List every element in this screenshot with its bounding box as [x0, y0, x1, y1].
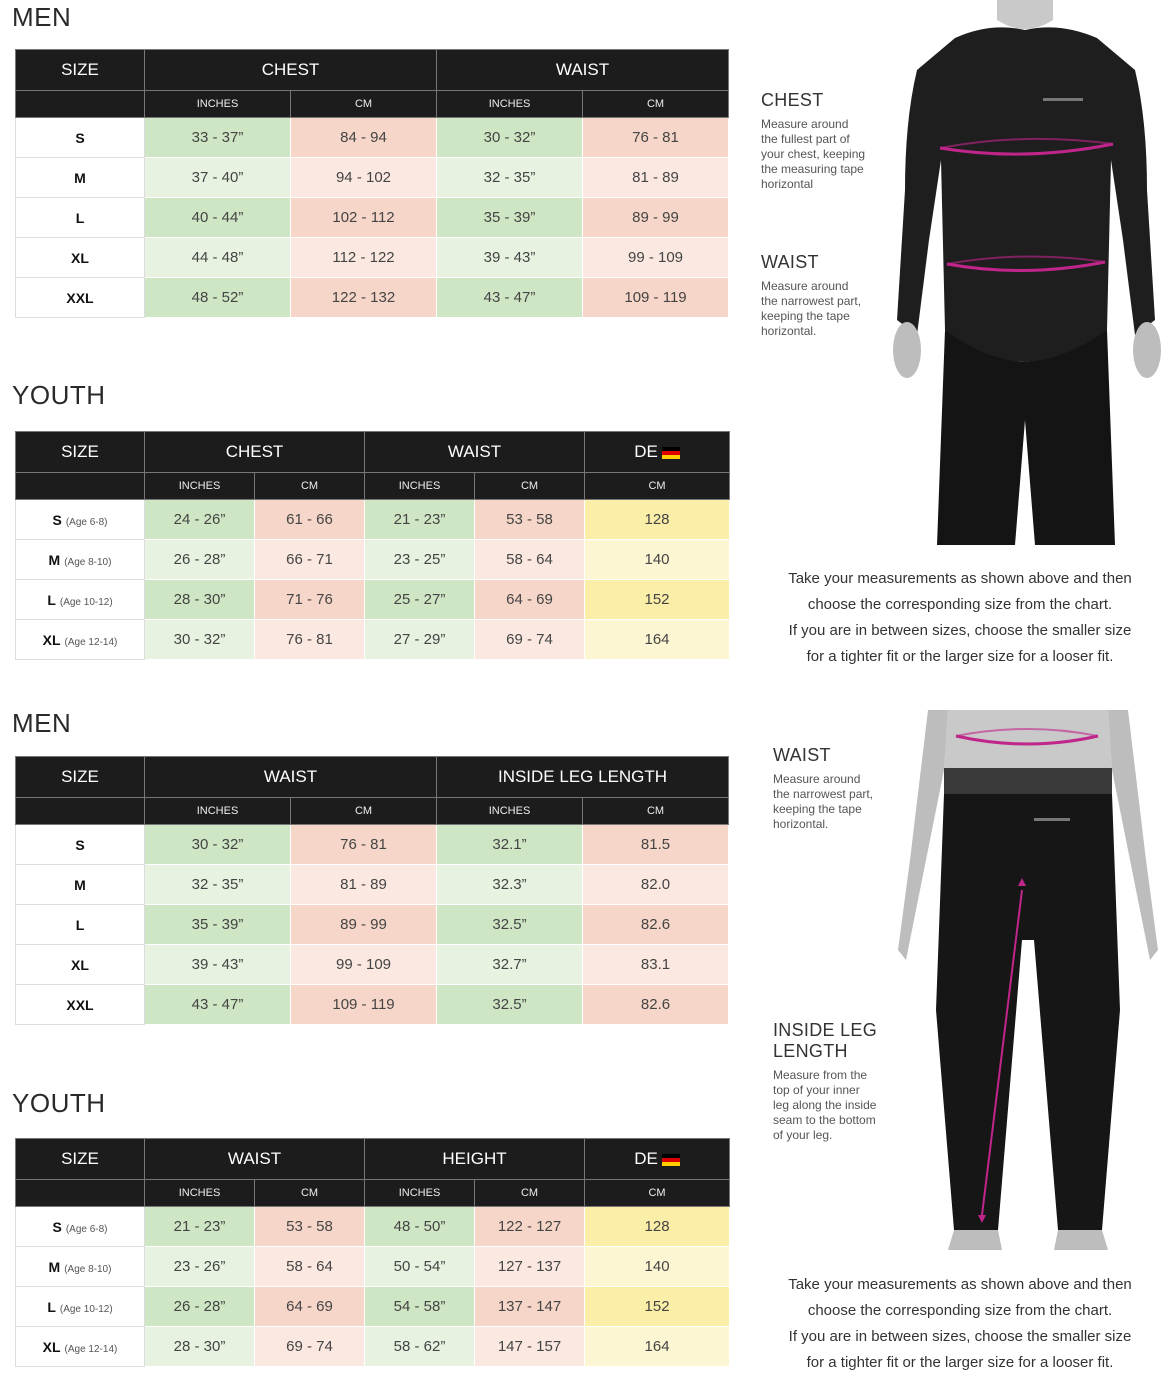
table-row	[16, 1207, 730, 1247]
table-cell: 82.6	[583, 985, 729, 1025]
neck-skin	[997, 0, 1053, 29]
table-cell: 128	[585, 500, 730, 540]
table-cell: 28 - 30”	[145, 580, 255, 620]
caption-line: for a tighter fit or the larger size for a looser fit.	[806, 1354, 1114, 1371]
table-cell: 164	[585, 620, 730, 660]
desc-line: Measure around	[761, 279, 849, 293]
subheader-blank	[16, 798, 145, 825]
table-cell: 61 - 66	[255, 500, 365, 540]
caption-line: If you are in between sizes, choose the smaller size	[788, 622, 1132, 639]
desc-line: keeping the tape	[761, 309, 850, 323]
desc-line: Measure from the	[773, 1068, 868, 1082]
size-age: (Age 12-14)	[64, 1343, 118, 1355]
desc-line: keeping the tape	[773, 802, 862, 816]
table-cell: 81.5	[583, 825, 729, 865]
brand-logo	[1043, 98, 1083, 101]
subheader-cm: CM	[475, 473, 585, 500]
waist-measure-instruction-bottom	[773, 745, 913, 832]
size-code: XL	[42, 1338, 61, 1355]
table-cell: 76 - 81	[583, 118, 729, 158]
subheader-inches: INCHES	[145, 473, 255, 500]
table-cell: 140	[585, 1247, 730, 1287]
size-code: S	[52, 1218, 62, 1235]
section-title-men-bottom: MEN	[12, 708, 72, 738]
header-size: SIZE	[16, 757, 145, 798]
table-cell: 32.3”	[437, 865, 583, 905]
left-foot	[948, 1230, 1002, 1250]
table-cell: 53 - 58	[255, 1207, 365, 1247]
table-cell: 32.1”	[437, 825, 583, 865]
desc-line: horizontal.	[761, 324, 817, 338]
left-hand	[893, 322, 921, 378]
size-label	[16, 620, 145, 660]
waist-measure-title: WAIST	[773, 745, 831, 765]
subheader-cm: CM	[255, 1180, 365, 1207]
waist-measure-desc	[761, 279, 901, 339]
table-row	[16, 825, 729, 865]
men-top-size-table	[15, 49, 729, 318]
desc-line: the narrowest part,	[773, 787, 874, 801]
size-code: XL	[42, 631, 61, 648]
table-cell: 69 - 74	[475, 620, 585, 660]
table-row	[16, 500, 730, 540]
table-cell: 64 - 69	[255, 1287, 365, 1327]
header-size: SIZE	[16, 50, 145, 91]
size-label	[16, 500, 145, 540]
inside-leg-measure-desc	[773, 1068, 913, 1143]
table-cell: 33 - 37”	[145, 118, 291, 158]
chest-measure-title: CHEST	[761, 90, 824, 110]
table-row	[16, 158, 729, 198]
size-label	[16, 1287, 145, 1327]
size-label	[16, 1207, 145, 1247]
table-cell: 21 - 23”	[145, 1207, 255, 1247]
table-cell: 71 - 76	[255, 580, 365, 620]
table-cell: 89 - 99	[583, 198, 729, 238]
subheader-cm: CM	[583, 91, 729, 118]
table-cell: 69 - 74	[255, 1327, 365, 1367]
table-cell: 30 - 32”	[145, 825, 291, 865]
desc-line: your chest, keeping	[761, 147, 866, 161]
subheader-cm: CM	[291, 798, 437, 825]
header-de	[585, 1139, 730, 1180]
table-cell: 83.1	[583, 945, 729, 985]
waist-measure-instruction-top	[761, 252, 901, 339]
right-foot	[1054, 1230, 1108, 1250]
shirt-model-illustration	[885, 0, 1167, 545]
german-flag-icon	[662, 1154, 680, 1166]
desc-line: Measure around	[761, 117, 849, 131]
tights-model-illustration	[898, 710, 1158, 1250]
desc-line: the measuring tape	[761, 162, 864, 176]
table-row	[16, 198, 729, 238]
table-cell: 50 - 54”	[365, 1247, 475, 1287]
table-cell: 30 - 32”	[437, 118, 583, 158]
title-line: LENGTH	[773, 1041, 848, 1061]
header-waist: WAIST	[365, 432, 585, 473]
section-title-youth-bottom: YOUTH	[12, 1088, 106, 1118]
table-cell: 137 - 147	[475, 1287, 585, 1327]
subheader-inches: INCHES	[437, 91, 583, 118]
header-waist: WAIST	[145, 757, 437, 798]
table-row	[16, 905, 729, 945]
tights-body	[936, 794, 1120, 1230]
table-cell: 32.5”	[437, 985, 583, 1025]
subheader-inches: INCHES	[365, 1180, 475, 1207]
table-cell: 102 - 112	[291, 198, 437, 238]
table-row	[16, 540, 730, 580]
table-cell: 82.6	[583, 905, 729, 945]
table-cell: 35 - 39”	[145, 905, 291, 945]
desc-line: seam to the bottom	[773, 1113, 876, 1127]
subheader-cm: CM	[291, 91, 437, 118]
table-cell: 48 - 50”	[365, 1207, 475, 1247]
youth-top-size-table	[15, 431, 730, 660]
waist-measure-desc	[773, 772, 913, 832]
table-cell: 147 - 157	[475, 1327, 585, 1367]
size-code: L	[47, 1298, 56, 1315]
table-cell: 48 - 52”	[145, 278, 291, 318]
caption-line: If you are in between sizes, choose the smaller size	[788, 1328, 1132, 1345]
german-flag-icon	[662, 447, 680, 459]
subheader-inches: INCHES	[145, 1180, 255, 1207]
caption-line: for a tighter fit or the larger size for a looser fit.	[806, 648, 1114, 665]
table-row	[16, 1327, 730, 1367]
waistband	[944, 768, 1112, 794]
caption-line: choose the corresponding size from the chart.	[807, 596, 1113, 613]
shirt-body	[897, 27, 1155, 362]
size-label: S	[16, 825, 145, 865]
table-row	[16, 620, 730, 660]
table-cell: 58 - 62”	[365, 1327, 475, 1367]
table-cell: 99 - 109	[291, 945, 437, 985]
table-cell: 164	[585, 1327, 730, 1367]
header-de-label: DE	[634, 1149, 658, 1168]
header-de	[585, 432, 730, 473]
section-title-youth-top: YOUTH	[12, 380, 106, 410]
table-cell: 66 - 71	[255, 540, 365, 580]
table-cell: 26 - 28”	[145, 540, 255, 580]
table-cell: 89 - 99	[291, 905, 437, 945]
size-label: S	[16, 118, 145, 158]
youth-bottom-size-table	[15, 1138, 730, 1367]
header-waist: WAIST	[437, 50, 729, 91]
table-cell: 122 - 127	[475, 1207, 585, 1247]
table-row	[16, 1287, 730, 1327]
desc-line: horizontal.	[773, 817, 829, 831]
table-cell: 39 - 43”	[437, 238, 583, 278]
subheader-cm: CM	[583, 798, 729, 825]
title-line: INSIDE LEG	[773, 1020, 878, 1040]
chest-measure-instruction	[761, 90, 901, 192]
table-row	[16, 238, 729, 278]
table-cell: 26 - 28”	[145, 1287, 255, 1327]
table-cell: 81 - 89	[583, 158, 729, 198]
header-inside-leg-length: INSIDE LEG LENGTH	[437, 757, 729, 798]
subheader-inches: INCHES	[437, 798, 583, 825]
table-cell: 76 - 81	[255, 620, 365, 660]
table-cell: 112 - 122	[291, 238, 437, 278]
table-cell: 40 - 44”	[145, 198, 291, 238]
table-cell: 53 - 58	[475, 500, 585, 540]
subheader-blank	[16, 1180, 145, 1207]
table-cell: 27 - 29”	[365, 620, 475, 660]
table-cell: 94 - 102	[291, 158, 437, 198]
desc-line: leg along the inside	[773, 1098, 877, 1112]
table-cell: 128	[585, 1207, 730, 1247]
table-row	[16, 865, 729, 905]
table-cell: 32 - 35”	[145, 865, 291, 905]
subheader-cm: CM	[475, 1180, 585, 1207]
subheader-inches: INCHES	[145, 798, 291, 825]
desc-line: of your leg.	[773, 1128, 833, 1142]
table-row	[16, 985, 729, 1025]
table-cell: 28 - 30”	[145, 1327, 255, 1367]
size-label: XXL	[16, 278, 145, 318]
subheader-inches: INCHES	[145, 91, 291, 118]
table-cell: 109 - 119	[583, 278, 729, 318]
table-cell: 58 - 64	[475, 540, 585, 580]
table-row	[16, 118, 729, 158]
size-code: S	[52, 511, 62, 528]
size-label	[16, 1247, 145, 1287]
size-label: L	[16, 905, 145, 945]
size-label: M	[16, 158, 145, 198]
subheader-cm: CM	[255, 473, 365, 500]
desc-line: horizontal	[761, 177, 814, 191]
measurement-caption-bottom	[760, 1272, 1160, 1376]
table-cell: 84 - 94	[291, 118, 437, 158]
caption-line: Take your measurements as shown above and then	[788, 1276, 1132, 1293]
men-bottom-size-table	[15, 756, 729, 1025]
size-code: M	[48, 1258, 61, 1275]
table-cell: 54 - 58”	[365, 1287, 475, 1327]
table-cell: 44 - 48”	[145, 238, 291, 278]
table-cell: 127 - 137	[475, 1247, 585, 1287]
right-hand	[1133, 322, 1161, 378]
brand-logo	[1034, 818, 1070, 821]
table-cell: 76 - 81	[291, 825, 437, 865]
header-size: SIZE	[16, 432, 145, 473]
section-title-men-top: MEN	[12, 2, 72, 32]
table-cell: 25 - 27”	[365, 580, 475, 620]
table-cell: 152	[585, 1287, 730, 1327]
size-label: M	[16, 865, 145, 905]
inside-leg-measure-instruction	[773, 1020, 913, 1143]
header-chest: CHEST	[145, 432, 365, 473]
table-cell: 58 - 64	[255, 1247, 365, 1287]
table-cell: 99 - 109	[583, 238, 729, 278]
size-label: XL	[16, 945, 145, 985]
table-row	[16, 1247, 730, 1287]
table-cell: 23 - 26”	[145, 1247, 255, 1287]
table-cell: 37 - 40”	[145, 158, 291, 198]
table-row	[16, 580, 730, 620]
size-label: XXL	[16, 985, 145, 1025]
subheader-cm: CM	[585, 473, 730, 500]
table-cell: 35 - 39”	[437, 198, 583, 238]
waist-measure-title: WAIST	[761, 252, 819, 272]
size-label	[16, 580, 145, 620]
caption-line: Take your measurements as shown above and then	[788, 570, 1132, 587]
table-cell: 23 - 25”	[365, 540, 475, 580]
size-code: M	[48, 551, 61, 568]
subheader-blank	[16, 473, 145, 500]
table-cell: 21 - 23”	[365, 500, 475, 540]
table-cell: 122 - 132	[291, 278, 437, 318]
pants-body	[937, 330, 1115, 545]
size-age: (Age 10-12)	[59, 1303, 113, 1315]
measurement-caption-top	[760, 566, 1160, 670]
header-size: SIZE	[16, 1139, 145, 1180]
size-label: XL	[16, 238, 145, 278]
size-label	[16, 1327, 145, 1367]
desc-line: the fullest part of	[761, 132, 850, 146]
subheader-cm: CM	[585, 1180, 730, 1207]
table-cell: 24 - 26”	[145, 500, 255, 540]
table-cell: 32 - 35”	[437, 158, 583, 198]
size-age: (Age 10-12)	[59, 596, 113, 608]
size-age: (Age 6-8)	[65, 516, 108, 528]
table-cell: 81 - 89	[291, 865, 437, 905]
table-cell: 43 - 47”	[145, 985, 291, 1025]
table-cell: 39 - 43”	[145, 945, 291, 985]
desc-line: Measure around	[773, 772, 861, 786]
table-row	[16, 945, 729, 985]
header-height: HEIGHT	[365, 1139, 585, 1180]
size-age: (Age 12-14)	[64, 636, 118, 648]
desc-line: top of your inner	[773, 1083, 860, 1097]
subheader-inches: INCHES	[365, 473, 475, 500]
inside-leg-measure-title	[773, 1020, 913, 1062]
header-de-label: DE	[634, 442, 658, 461]
table-cell: 64 - 69	[475, 580, 585, 620]
table-row	[16, 278, 729, 318]
subheader-blank	[16, 91, 145, 118]
size-age: (Age 8-10)	[64, 1263, 112, 1275]
table-cell: 140	[585, 540, 730, 580]
table-cell: 152	[585, 580, 730, 620]
desc-line: the narrowest part,	[761, 294, 862, 308]
caption-line: choose the corresponding size from the chart.	[807, 1302, 1113, 1319]
size-label: L	[16, 198, 145, 238]
chest-measure-desc	[761, 117, 901, 192]
header-waist: WAIST	[145, 1139, 365, 1180]
table-cell: 32.5”	[437, 905, 583, 945]
table-cell: 30 - 32”	[145, 620, 255, 660]
header-chest: CHEST	[145, 50, 437, 91]
table-cell: 109 - 119	[291, 985, 437, 1025]
size-label	[16, 540, 145, 580]
size-age: (Age 6-8)	[65, 1223, 108, 1235]
table-cell: 32.7”	[437, 945, 583, 985]
table-cell: 82.0	[583, 865, 729, 905]
table-cell: 43 - 47”	[437, 278, 583, 318]
size-code: L	[47, 591, 56, 608]
size-age: (Age 8-10)	[64, 556, 112, 568]
